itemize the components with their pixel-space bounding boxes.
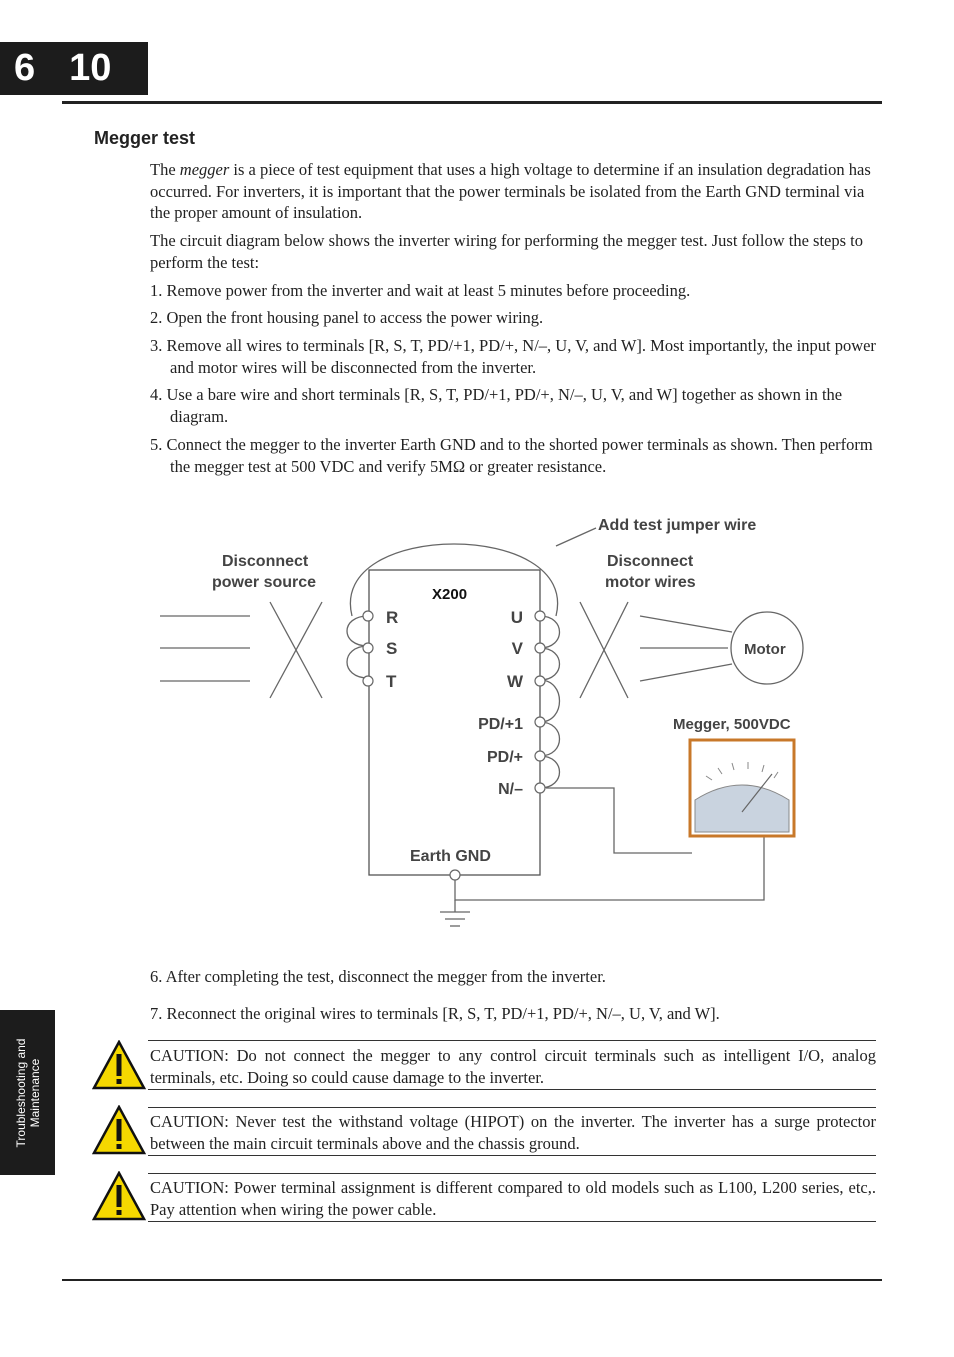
page-number-box: [0, 42, 148, 95]
terminal-r: R: [386, 608, 399, 627]
warning-icon: [92, 1105, 146, 1155]
intro-paragraph-2: The circuit diagram below shows the inverter wiring for performing the megger test. Just follow the steps to perform the test:: [150, 231, 863, 272]
side-tab-text: Troubleshooting and Maintenance: [13, 1038, 42, 1147]
terminal-u: U: [510, 608, 523, 627]
terminal-v: V: [511, 639, 523, 658]
chapter-number: 6: [14, 47, 36, 89]
step-2: 2. Open the front housing panel to access the power wiring.: [150, 308, 544, 327]
side-tab: [0, 1010, 55, 1175]
terminal-s: S: [386, 639, 398, 658]
step-7: 7. Reconnect the original wires to terminals [R, S, T, PD/+1, PD/+, N/–, U, V, and W].: [150, 1004, 720, 1023]
page-number: 10: [69, 47, 112, 89]
step-3: 3. Remove all wires to terminals [R, S, T, PD/+1, PD/+, N/–, U, V, and W]. Most importantly, the input power and motor wires will be disconnected from the inverter.: [150, 336, 876, 377]
footer-rule: [62, 1279, 882, 1281]
step-5: 5. Connect the megger to the inverter Earth GND and to the shorted power terminals as shown. Then perform the megger test at 500 VDC and verify 5MΩ or greater resistance.: [150, 435, 873, 476]
jumper-label: Add test jumper wire: [598, 517, 757, 534]
disconnect-motor-label-1: Disconnect: [607, 553, 694, 570]
intro-paragraph-1: The megger is a piece of test equipment that uses a high voltage to determine if an insulation degradation has occurred. For inverters, it is important that the power terminals be isolated from the Earth GND terminal via the proper amount of insulation.: [150, 160, 871, 222]
warning-icon: [92, 1171, 146, 1221]
caution-2: CAUTION: Never test the withstand voltage (HIPOT) on the inverter. The inverter has a surge protector between the main circuit terminals above and the chassis ground.: [148, 1109, 876, 1156]
step-1: 1. Remove power from the inverter and wait at least 5 minutes before proceeding.: [150, 281, 691, 300]
earth-gnd-label: Earth GND: [410, 848, 491, 865]
megger-term: megger: [179, 160, 230, 179]
step-6: 6. After completing the test, disconnect the megger from the inverter.: [150, 967, 606, 986]
caution-3-top-rule: [148, 1173, 876, 1174]
step-4: 4. Use a bare wire and short terminals [R, S, T, PD/+1, PD/+, N/–, U, V, and W] together as shown in the diagram.: [150, 385, 843, 426]
motor-label: Motor: [744, 641, 786, 658]
caution-1: CAUTION: Do not connect the megger to any control circuit terminals such as intelligent I/O, analog terminals, etc. Doing so could cause damage to the inverter.: [148, 1043, 876, 1090]
inverter-model-label: X200: [432, 586, 468, 603]
disconnect-power-label-2: power source: [212, 574, 317, 591]
caution-1-top-rule: [148, 1040, 876, 1041]
terminal-t: T: [386, 672, 397, 691]
header-rule: [62, 101, 882, 104]
terminal-n-minus: N/–: [498, 781, 523, 798]
disconnect-motor-label-2: motor wires: [605, 574, 696, 591]
section-title: Megger test: [94, 128, 196, 148]
caution-3: CAUTION: Power terminal assignment is different compared to old models such as L100, L200 series, etc,. Pay attention when wiring the power cable.: [148, 1175, 876, 1222]
terminal-pd-plus: PD/+: [486, 749, 523, 766]
terminal-pd-plus1: PD/+1: [478, 716, 523, 733]
disconnect-power-label-1: Disconnect: [222, 553, 309, 570]
warning-icon: [92, 1040, 146, 1090]
terminal-w: W: [506, 672, 523, 691]
megger-test-diagram: [150, 505, 830, 935]
caution-2-top-rule: [148, 1107, 876, 1108]
megger-label: Megger, 500VDC: [673, 716, 791, 733]
